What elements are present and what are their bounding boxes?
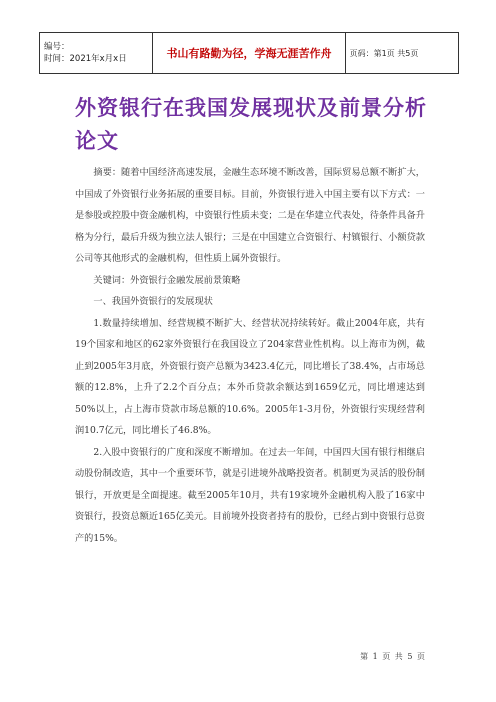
- keywords-paragraph: 关键词：外资银行金融发展前景策略: [93, 274, 241, 286]
- document-title: 外资银行在我国发展现状及前景分析论文: [75, 96, 427, 153]
- body-paragraph: 2.入股中资银行的广度和深度不断增加。在过去一年间，中国四大国有银行相继启动股份制改造，其中一个重要环节，就是引进境外战略投资者。机制更为灵活的股份制银行，开放更是全面提速。截至2005年10月，共有19家境外金融机构入股了16家中资银行，投资总额近165亿美元。目前境外投资者持有的股份，已经占到中资银行总资产的15%。: [75, 446, 425, 544]
- header-motto: 书山有路勤为径，学海无涯苦作舟: [153, 33, 345, 74]
- header-page-info: 页码：第1页 共5页: [345, 33, 458, 74]
- section-heading: 一、我国外资银行的发展现状: [93, 296, 213, 307]
- header-meta-cell: [40, 33, 153, 74]
- document-number-label: 编号：: [44, 42, 70, 52]
- body-paragraph: 1.数量持续增加、经营规模不断扩大、经营状况持续转好。截止2004年底，共有19个国家和地区的62家外资银行在我国设立了204家营业性机构。以上海市为例，截止到2005年3月底，外资银行资产总额为3423.4亿元，同比增长了38.4%，占市场总额的12.8%，上升了2.2个百分点；本外币贷款余额达到1659亿元，同比增速达到50%以上，占上海市贷款市场总额的10.6%。2005年1-3月份，外资银行实现经营利润10.7亿元，同比增长了46.8%。: [75, 317, 425, 436]
- page-footer: 第 1 页 共 5 页: [360, 652, 426, 661]
- document-body: [75, 162, 425, 549]
- document-header: [39, 32, 459, 74]
- document-time-label: 时间：2021年x月x日: [44, 54, 127, 64]
- abstract-paragraph: 摘要：随着中国经济高速发展，金融生态环境不断改善，国际贸易总额不断扩大，中国成了外资银行业务拓展的重要目标。目前，外资银行进入中国主要有以下方式：一是参股或控股中资金融机构，中资银行性质未变；二是在华建立代表处，待条件具备升格为分行，最后升级为独立法人银行；三是在中国建立合资银行、村镇银行、小额贷款公司等其他形式的金融机构，但性质上属外资银行。: [75, 167, 425, 264]
